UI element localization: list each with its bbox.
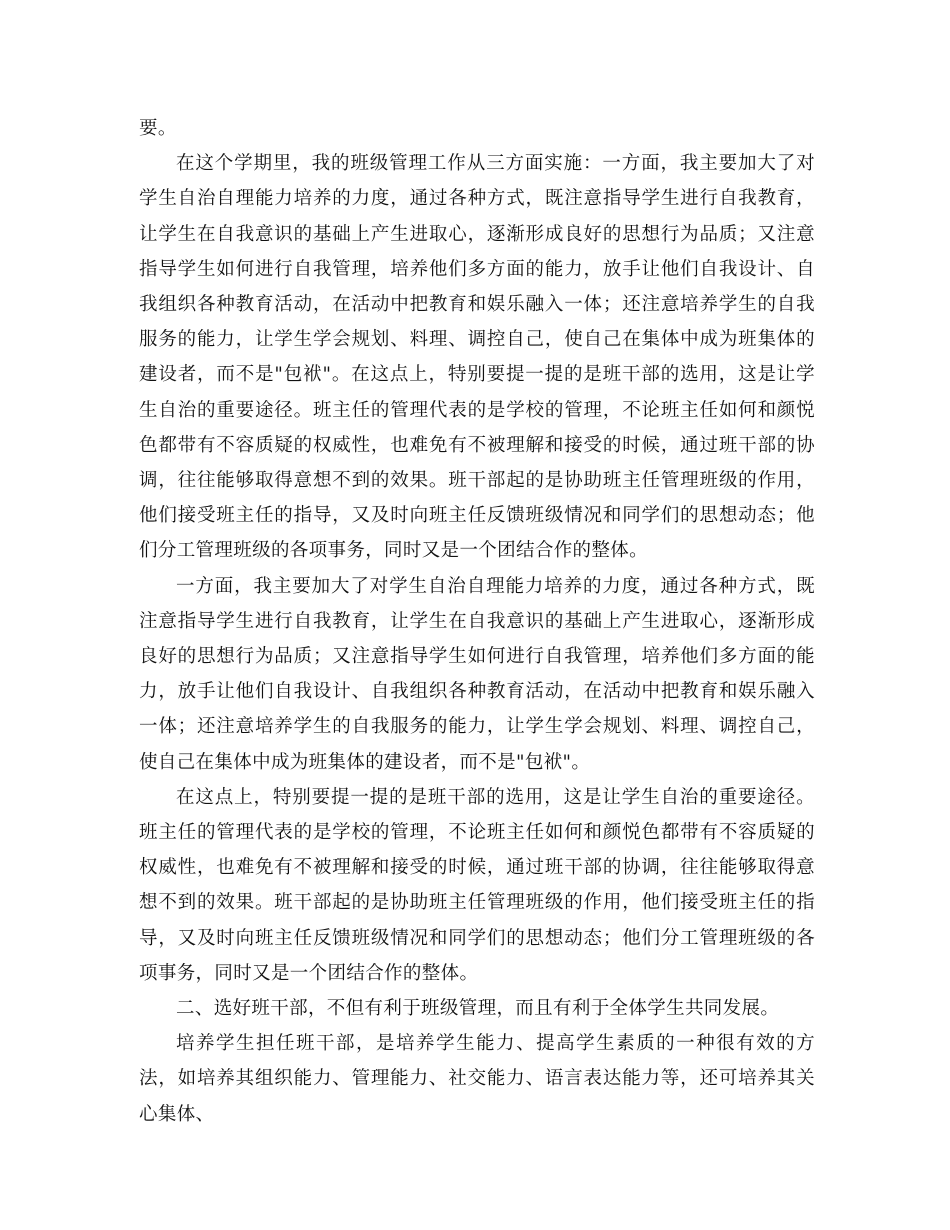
paragraph-cadre-training: 培养学生担任班干部，是培养学生能力、提高学生素质的一种很有效的方法，如培养其组织能力、管理能力、社交能力、语言表达能力等，还可培养其关心集体、 [139, 1033, 815, 1125]
paragraph-class-management: 在这个学期里，我的班级管理工作从三方面实施：一方面，我主要加大了对学生自治自理能力培养的力度，通过各种方式，既注意指导学生进行自我教育，让学生在自我意识的基础上产生进取心，逐渐形成良好的思想行为品质；又注意指导学生如何进行自我管理，培养他们多方面的能力，放手让他们自我设计、自我组织各种教育活动，在活动中把教育和娱乐融入一体；还注意培养学生的自我服务的能力，让学生学会规划、料理、调控自己，使自己在集体中成为班集体的建设者，而不是"包袱"。在这点上，特别要提一提的是班干部的选用，这是让学生自治的重要途径。班主任的管理代表的是学校的管理，不论班主任如何和颜悦色都带有不容质疑的权威性，也难免有不被理解和接受的时候，通过班干部的协调，往往能够取得意想不到的效果。班干部起的是协助班主任管理班级的作用，他们接受班主任的指导，又及时向班主任反馈班级情况和同学们的思想动态；他们分工管理班级的各项事务，同时又是一个团结合作的整体。 [139, 153, 815, 562]
paragraph-continuation: 要。 [139, 118, 177, 139]
section-heading-two: 二、选好班干部，不但有利于班级管理，而且有利于全体学生共同发展。 [176, 998, 780, 1020]
paragraph-self-management: 一方面，我主要加大了对学生自治自理能力培养的力度，通过各种方式，既注意指导学生进行自我教育，让学生在自我意识的基础上产生进取心，逐渐形成良好的思想行为品质；又注意指导学生如何进行自我管理，培养他们多方面的能力，放手让他们自我设计、自我组织各种教育活动，在活动中把教育和娱乐融入一体；还注意培养学生的自我服务的能力，让学生学会规划、料理、调控自己，使自己在集体中成为班集体的建设者，而不是"包袱"。 [139, 575, 815, 773]
paragraph-class-cadres: 在这点上，特别要提一提的是班干部的选用，这是让学生自治的重要途径。班主任的管理代表的是学校的管理，不论班主任如何和颜悦色都带有不容质疑的权威性，也难免有不被理解和接受的时候，通过班干部的协调，往往能够取得意想不到的效果。班干部起的是协助班主任管理班级的作用，他们接受班主任的指导，又及时向班主任反馈班级情况和同学们的思想动态；他们分工管理班级的各项事务，同时又是一个团结合作的整体。 [139, 786, 815, 984]
document-body [139, 111, 815, 1132]
